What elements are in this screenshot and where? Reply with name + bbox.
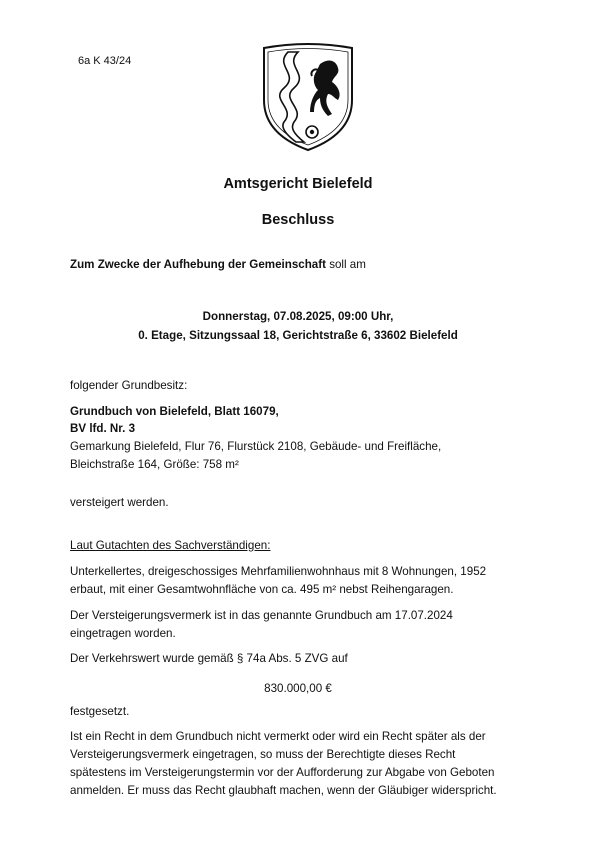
- property-register: Grundbuch von Bielefeld, Blatt 16079,: [70, 405, 279, 418]
- appointment-venue: 0. Etage, Sitzungssaal 18, Gerichtstraße 6, 33602 Bielefeld: [138, 329, 458, 342]
- value-set: festgesetzt.: [70, 705, 130, 718]
- intro-rest: soll am: [325, 258, 366, 271]
- appointment-date: Donnerstag, 07.08.2025, 09:00 Uhr,: [202, 310, 394, 323]
- market-value: 830.000,00 €: [264, 682, 332, 695]
- coat-of-arms-logo: [258, 42, 358, 154]
- property-lead: folgender Grundbesitz:: [70, 379, 188, 392]
- vermerk-line1: Der Versteigerungsvermerk ist in das genannte Grundbuch am 17.07.2024: [70, 609, 453, 622]
- rights-line4: anmelden. Er muss das Recht glaubhaft machen, wenn der Gläubiger widerspricht.: [70, 784, 497, 797]
- rights-line3: spätestens im Versteigerungstermin vor der Aufforderung zur Abgabe von Geboten: [70, 766, 495, 779]
- rights-line1: Ist ein Recht in dem Grundbuch nicht vermerkt oder wird ein Recht später als der: [70, 730, 486, 743]
- property-description-line1: Gemarkung Bielefeld, Flur 76, Flurstück 2108, Gebäude- und Freifläche,: [70, 440, 442, 453]
- market-value-lead: Der Verkehrswert wurde gemäß § 74a Abs. 5 ZVG auf: [70, 652, 348, 665]
- expert-line2: erbaut, mit einer Gesamtwohnfläche von ca. 495 m² nebst Reihengaragen.: [70, 583, 454, 596]
- property-closing: versteigert werden.: [70, 496, 169, 509]
- rights-line2: Versteigerungsvermerk eingetragen, so muss der Berechtigte dieses Recht: [70, 748, 456, 761]
- intro-bold: Zum Zwecke der Aufhebung der Gemeinschaft: [70, 258, 326, 271]
- vermerk-line2: eingetragen worden.: [70, 627, 176, 640]
- document-title: Beschluss: [261, 212, 335, 228]
- intro-sentence: [70, 256, 366, 273]
- property-description-line2: Bleichstraße 164, Größe: 758 m²: [70, 458, 239, 471]
- property-bv: BV lfd. Nr. 3: [70, 422, 136, 435]
- expert-heading: Laut Gutachten des Sachverständigen:: [70, 539, 271, 552]
- case-number: 6a K 43/24: [78, 55, 132, 67]
- expert-line1: Unterkellertes, dreigeschossiges Mehrfamilienwohnhaus mit 8 Wohnungen, 1952: [70, 565, 487, 578]
- court-name: Amtsgericht Bielefeld: [223, 176, 373, 192]
